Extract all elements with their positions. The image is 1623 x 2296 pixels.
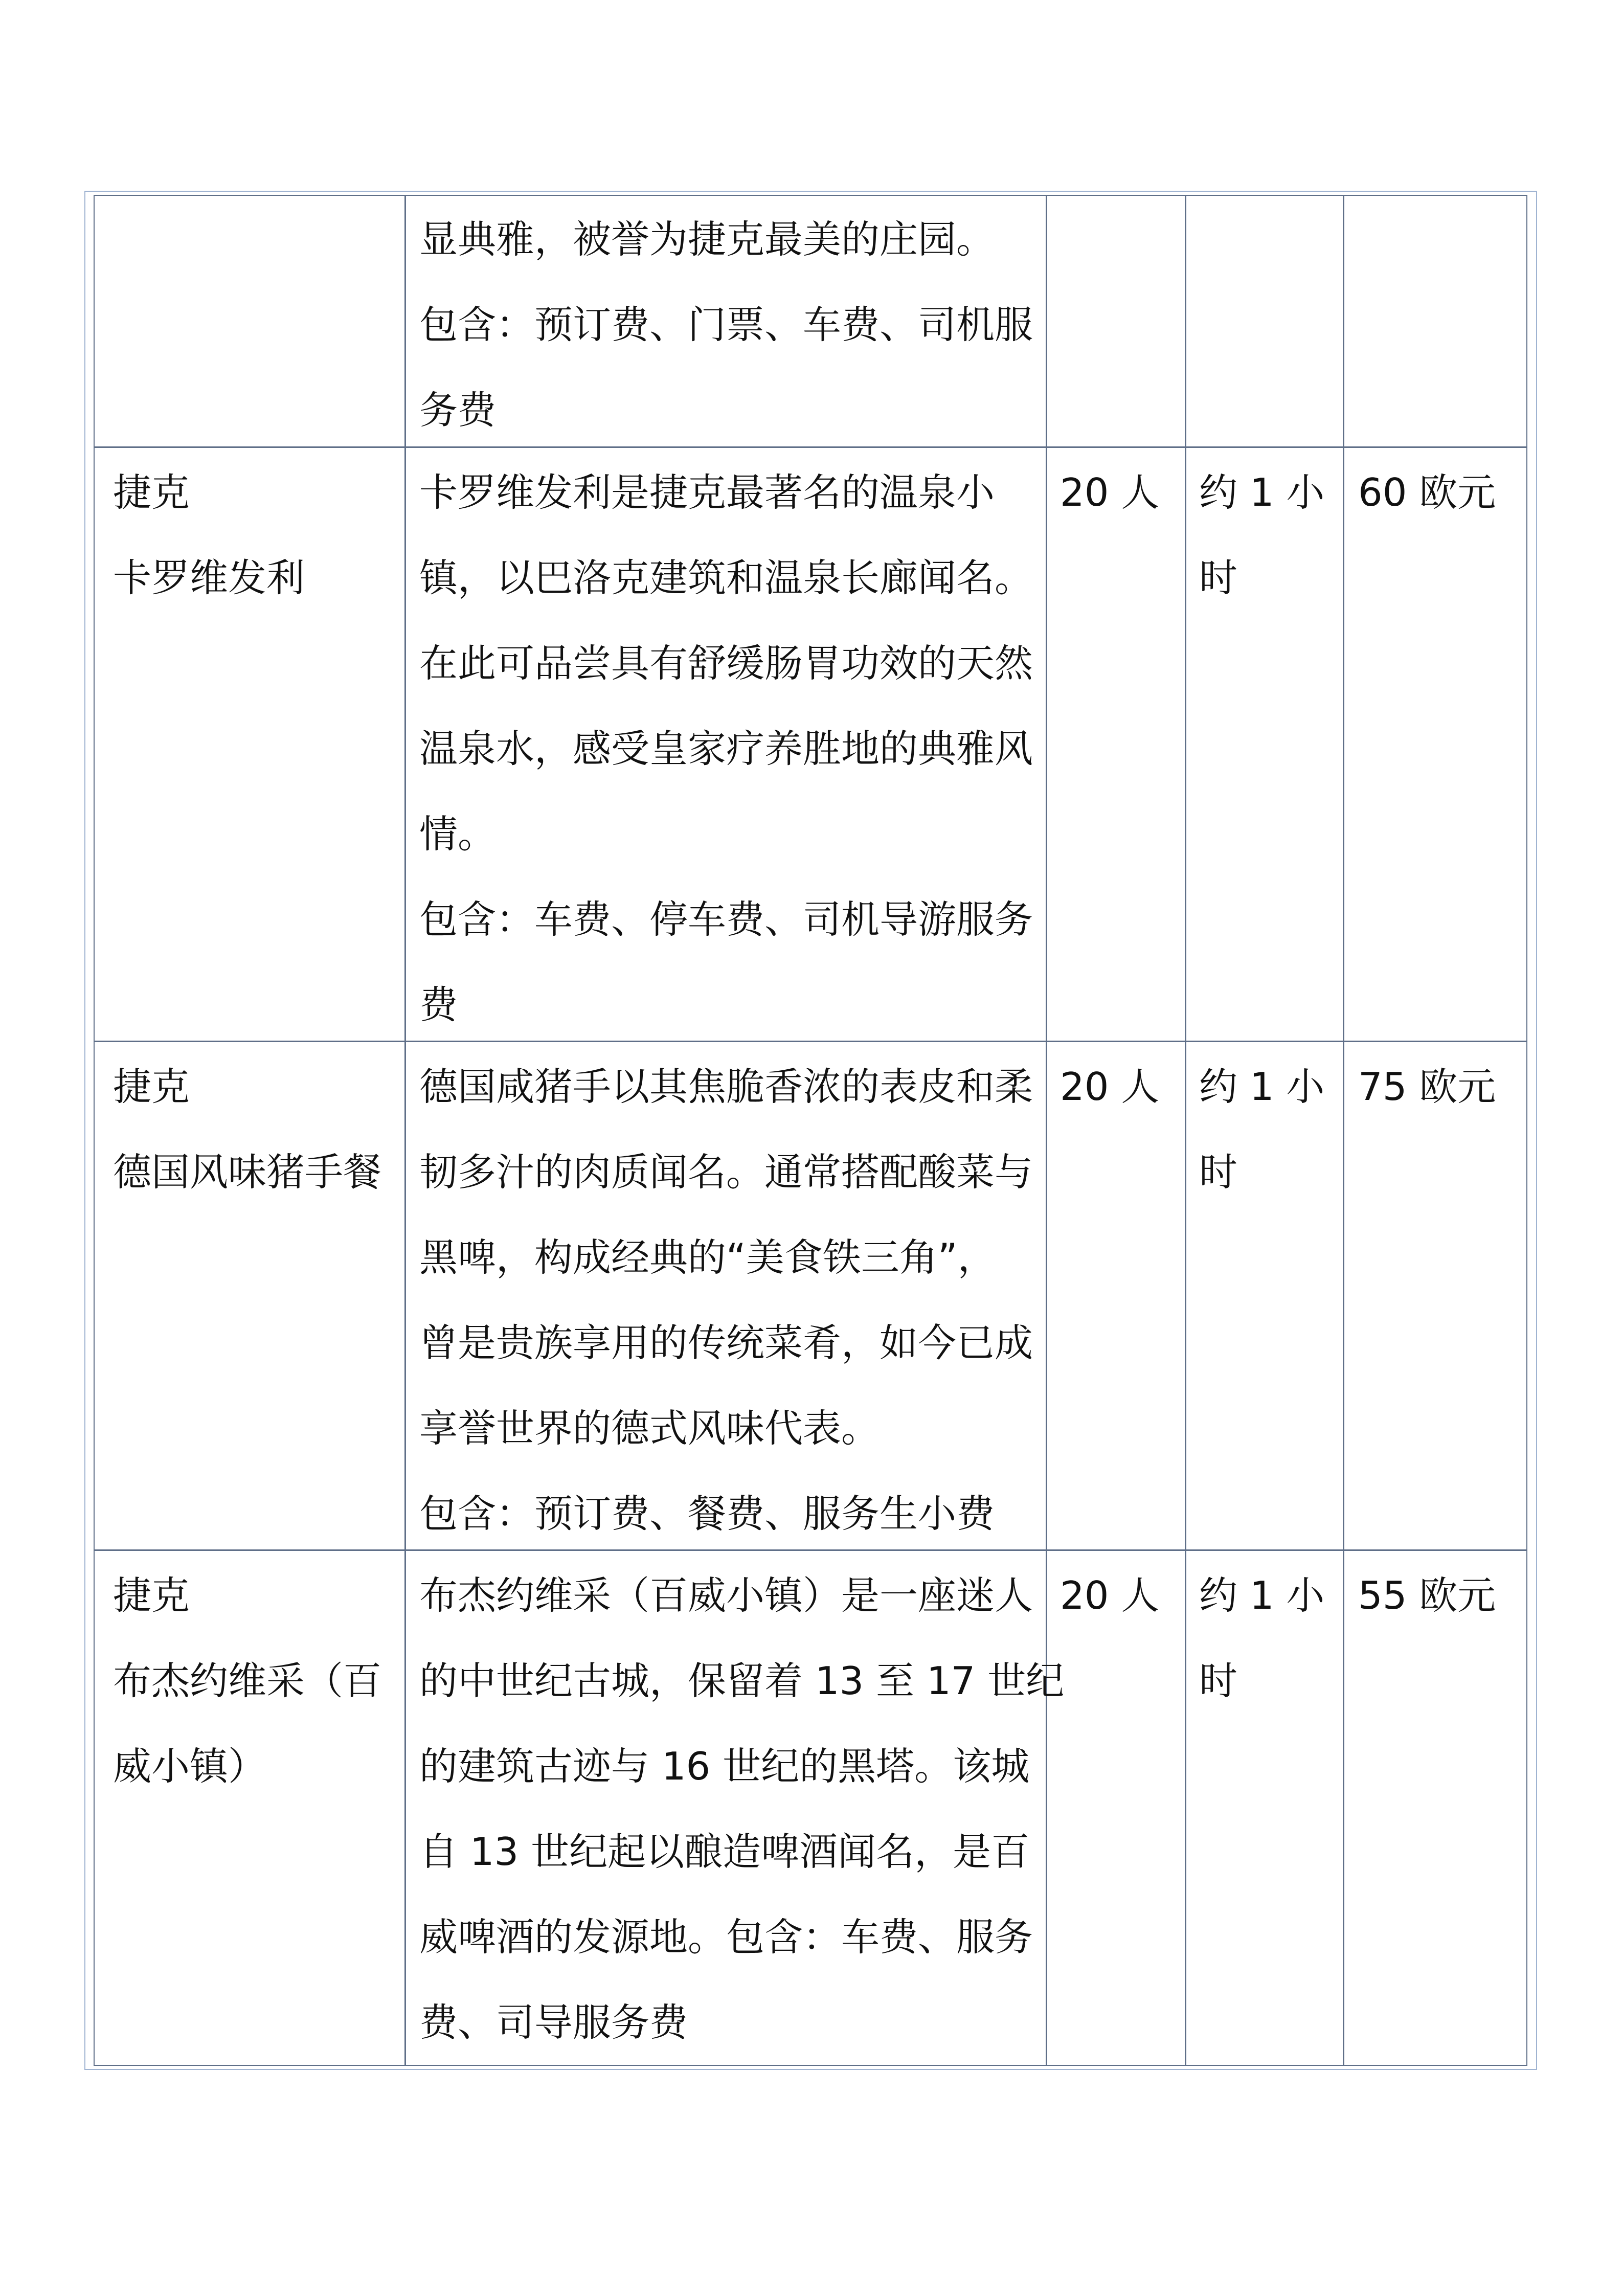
location-line: 威小镇）	[113, 1744, 267, 1789]
description-line: 显典雅，被誉为捷克最美的庄园。	[419, 217, 995, 262]
column-divider	[1343, 195, 1344, 2066]
capacity-cell	[1060, 1553, 1159, 1638]
description-line: 德国咸猪手以其焦脆香浓的表皮和柔	[419, 1064, 1033, 1109]
description-line: 布杰约维采（百威小镇）是一座迷人	[419, 1573, 1033, 1618]
capacity-value: 20 人	[1060, 1573, 1160, 1618]
description-line: 享誉世界的德式风味代表。	[419, 1406, 880, 1451]
description-line: 包含：预订费、门票、车费、司机服	[419, 302, 1033, 347]
description-line: 费、司导服务费	[419, 2000, 688, 2045]
price-cell	[1358, 1553, 1496, 1638]
description-cell	[419, 450, 1033, 1048]
description-cell	[419, 1044, 1033, 1557]
location-cell	[113, 1553, 381, 1809]
location-line: 捷克	[113, 1064, 190, 1109]
description-line: 温泉水，感受皇家疗养胜地的典雅风	[419, 726, 1033, 771]
price-cell	[1358, 450, 1496, 535]
description-line: 的中世纪古城，保留着 13 至 17 世纪	[419, 1658, 1065, 1703]
description-line: 黑啤，构成经典的“美食铁三角”，	[419, 1235, 996, 1280]
description-line: 自 13 世纪起以酿造啤酒闻名，是百	[419, 1829, 1030, 1874]
duration-line: 时	[1199, 1658, 1238, 1703]
description-line: 在此可品尝具有舒缓肠胃功效的天然	[419, 641, 1033, 686]
location-line: 德国风味猪手餐	[113, 1150, 382, 1195]
description-line: 镇，以巴洛克建筑和温泉长廊闻名。	[419, 555, 1033, 600]
price-value: 75 欧元	[1358, 1064, 1496, 1109]
capacity-value: 20 人	[1060, 1064, 1160, 1109]
description-line: 卡罗维发利是捷克最著名的温泉小	[419, 470, 995, 515]
duration-line: 约 1 小	[1199, 1573, 1325, 1618]
duration-cell	[1199, 450, 1324, 621]
duration-line: 约 1 小	[1199, 470, 1325, 515]
description-line: 威啤酒的发源地。包含：车费、服务	[419, 1915, 1033, 1960]
location-line: 捷克	[113, 470, 190, 515]
description-line: 韧多汁的肉质闻名。通常搭配酸菜与	[419, 1150, 1033, 1195]
description-line: 的建筑古迹与 16 世纪的黑塔。该城	[419, 1744, 1030, 1789]
price-value: 55 欧元	[1358, 1573, 1496, 1618]
column-divider	[1185, 195, 1186, 2066]
column-divider	[404, 195, 406, 2066]
duration-line: 约 1 小	[1199, 1064, 1325, 1109]
duration-line: 时	[1199, 1150, 1238, 1195]
price-value: 60 欧元	[1358, 470, 1496, 515]
location-line: 布杰约维采（百	[113, 1658, 382, 1703]
location-cell	[113, 450, 305, 621]
location-cell	[113, 1044, 381, 1215]
duration-cell	[1199, 1553, 1324, 1724]
capacity-cell	[1060, 450, 1159, 535]
description-line: 费	[419, 982, 458, 1027]
duration-cell	[1199, 1044, 1324, 1215]
description-line: 包含：预订费、餐费、服务生小费	[419, 1491, 995, 1536]
capacity-value: 20 人	[1060, 470, 1160, 515]
description-line: 情。	[419, 812, 497, 857]
location-line: 卡罗维发利	[113, 555, 305, 600]
description-line: 曾是贵族享用的传统菜肴，如今已成	[419, 1320, 1033, 1365]
description-line: 包含：车费、停车费、司机导游服务	[419, 897, 1033, 942]
location-line: 捷克	[113, 1573, 190, 1618]
description-line: 务费	[419, 388, 497, 433]
capacity-cell	[1060, 1044, 1159, 1130]
price-cell	[1358, 1044, 1496, 1130]
description-cell	[419, 1553, 1064, 2065]
duration-line: 时	[1199, 555, 1238, 600]
description-cell	[419, 197, 1033, 453]
